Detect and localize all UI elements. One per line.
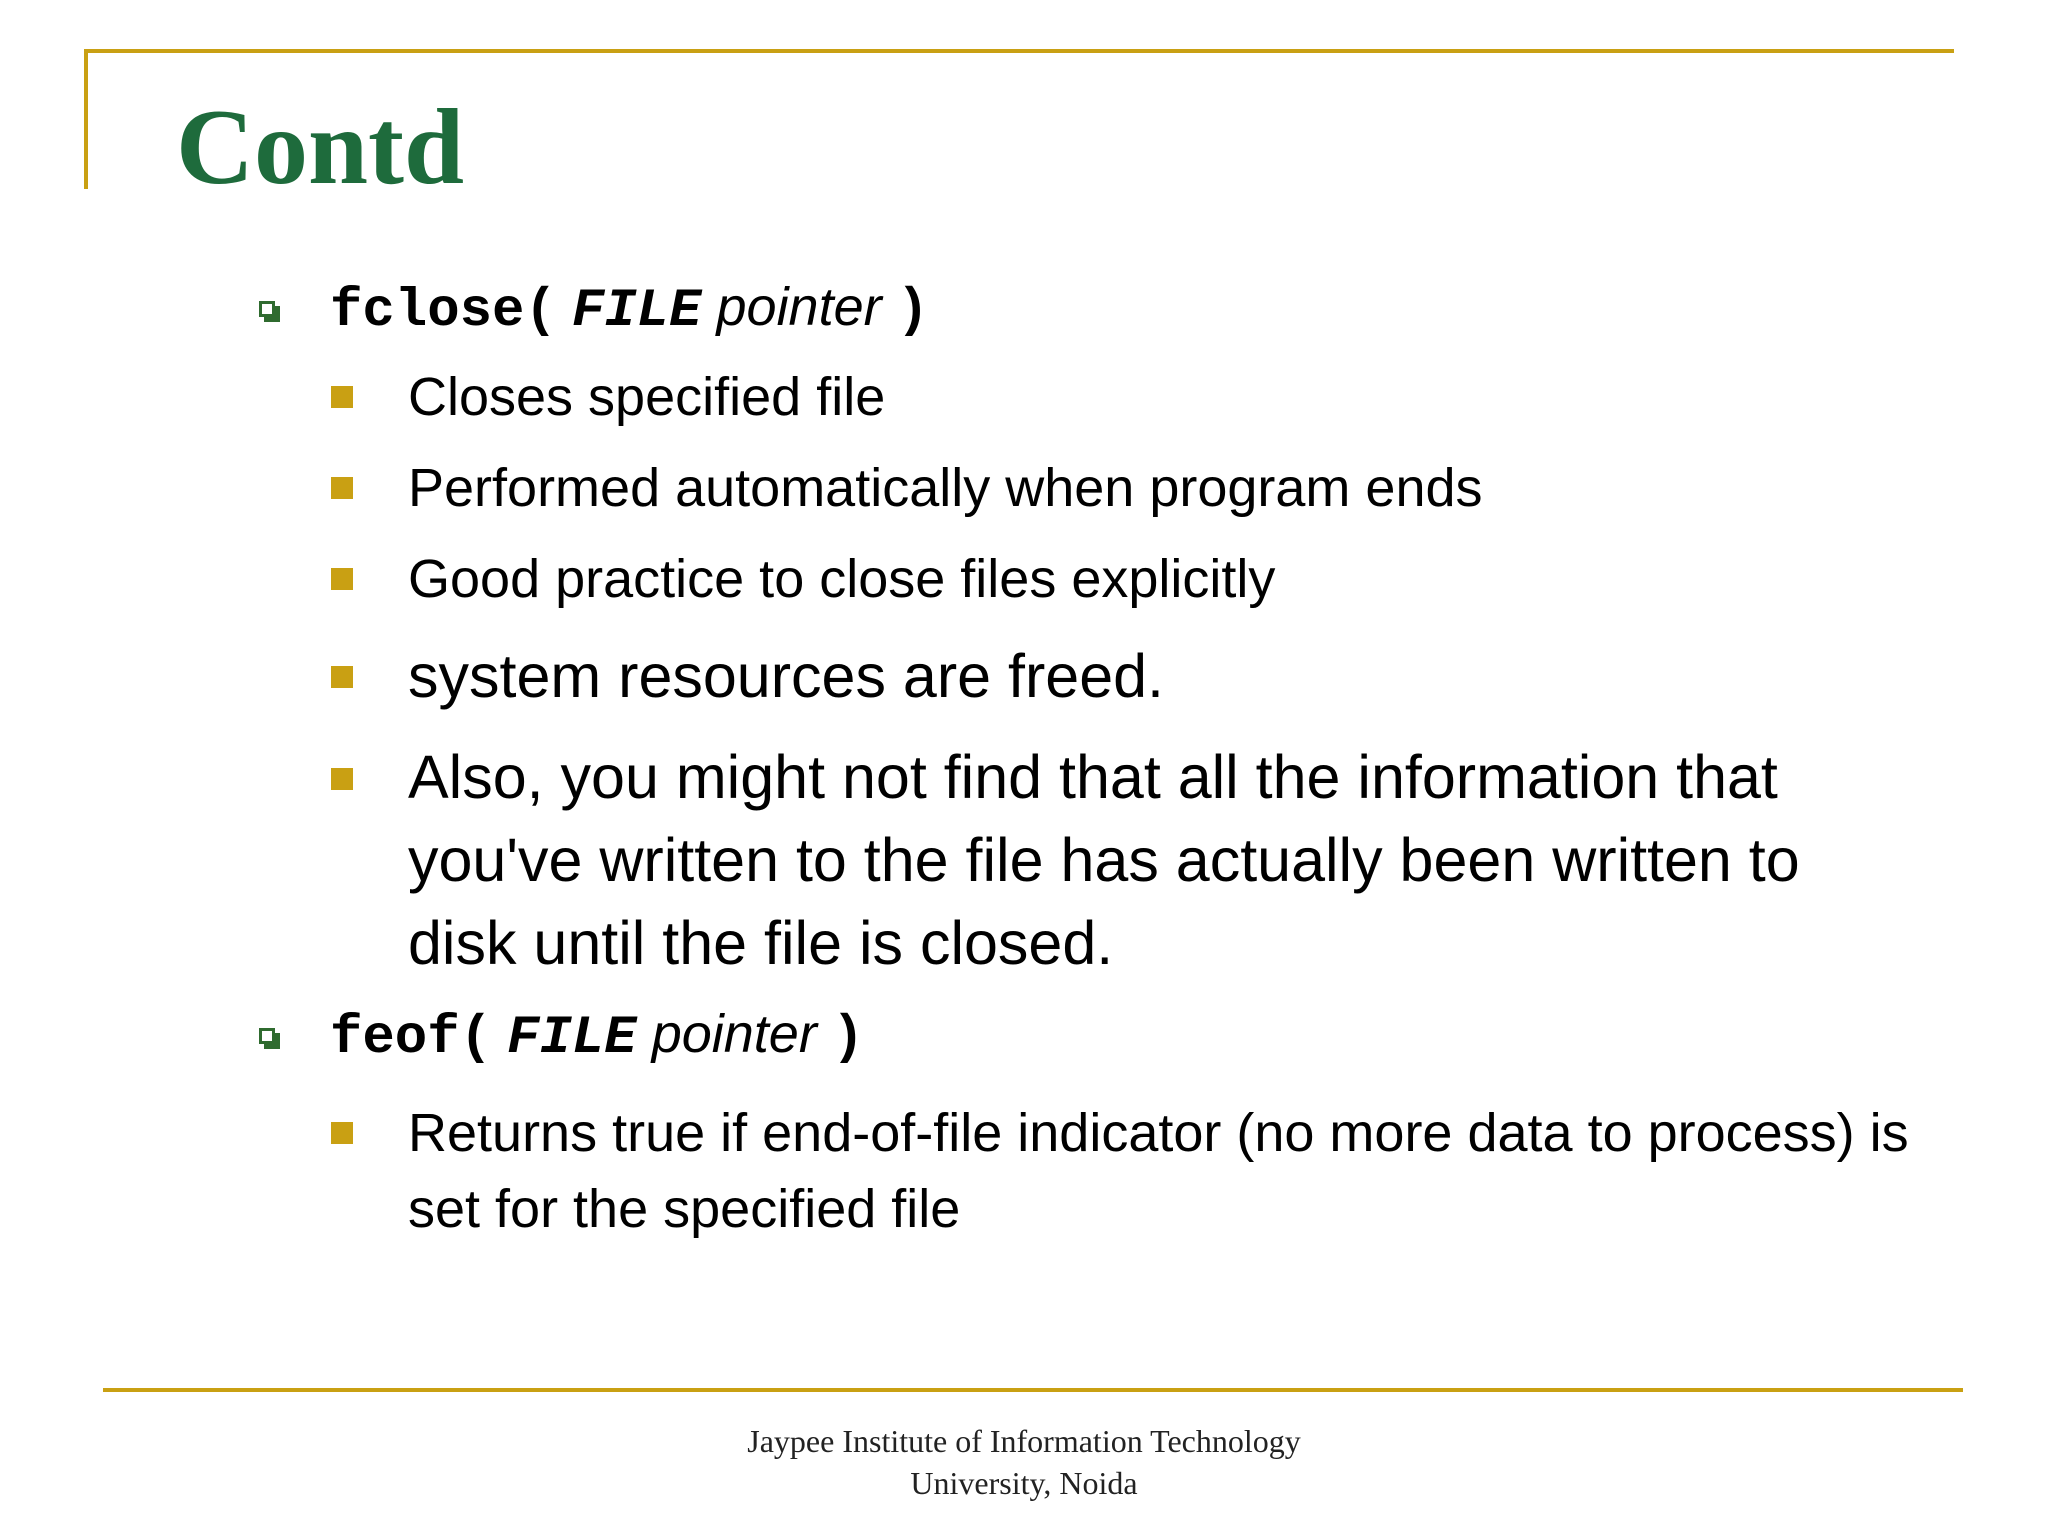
filled-square-bullet-icon [331, 386, 353, 408]
param-type: FILE [507, 1008, 637, 1069]
filled-square-bullet-icon [331, 768, 353, 790]
left-rule [84, 49, 88, 189]
slide-title: Contd [176, 88, 465, 207]
footer-line-1: Jaypee Institute of Information Technology [747, 1423, 1301, 1459]
function-signature [330, 276, 929, 343]
sub-bullet-text: Also, you might not find that all the information that you've written to the file has actually been written to disk until the file is closed. [408, 743, 1800, 977]
sub-bullet-text: Closes specified file [408, 367, 886, 427]
filled-square-bullet-icon [331, 666, 353, 688]
sub-bullet-text: system resources are freed. [408, 642, 1165, 710]
footer [0, 1420, 2048, 1504]
close-paren: ) [831, 1008, 865, 1069]
top-rule [84, 49, 1954, 53]
filled-square-bullet-icon [331, 1122, 353, 1144]
function-name: feof [330, 1008, 460, 1069]
sub-bullet-text: Performed automatically when program ends [408, 458, 1483, 518]
function-signature [330, 1003, 864, 1070]
bottom-rule [103, 1388, 1963, 1392]
open-paren: ( [524, 281, 557, 342]
hollow-square-bullet-icon [257, 276, 285, 338]
param-type: FILE [571, 281, 702, 342]
param-name: pointer [651, 1004, 817, 1064]
filled-square-bullet-icon [331, 477, 353, 499]
close-paren: ) [896, 281, 930, 342]
hollow-square-bullet-icon [257, 1003, 285, 1065]
sub-bullet-text: Returns true if end-of-file indicator (no more data to process) is set for the specified file [408, 1103, 1909, 1239]
param-name: pointer [716, 277, 882, 337]
footer-line-2: University, Noida [910, 1465, 1138, 1501]
filled-square-bullet-icon [331, 568, 353, 590]
function-name: fclose [330, 281, 525, 342]
sub-bullet-text: Good practice to close files explicitly [408, 549, 1276, 609]
open-paren: ( [459, 1008, 493, 1069]
